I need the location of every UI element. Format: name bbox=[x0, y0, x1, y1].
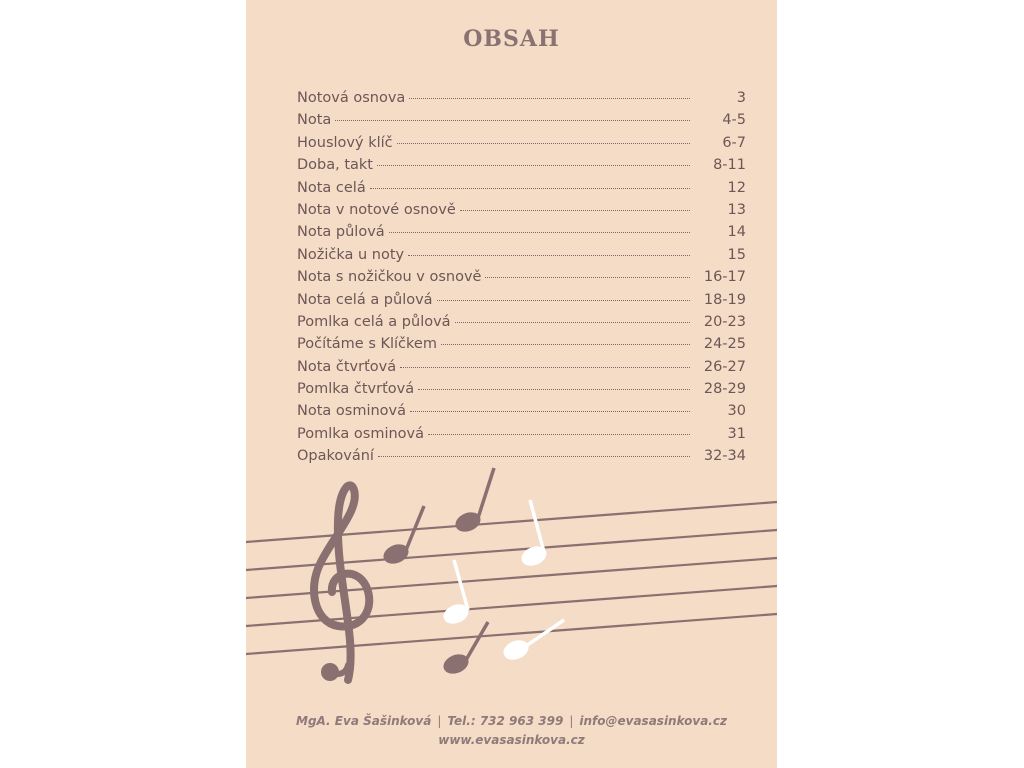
page-title: OBSAH bbox=[463, 26, 560, 52]
toc-dot-leader bbox=[485, 277, 690, 278]
toc-entry bbox=[297, 247, 746, 269]
toc-dot-leader bbox=[400, 367, 690, 368]
toc-entry-label: Pomlka čtvrťová bbox=[297, 381, 415, 398]
toc-entry-page: 32-34 bbox=[703, 448, 746, 465]
toc-entry bbox=[297, 314, 746, 336]
toc-entry-label: Doba, takt bbox=[297, 157, 373, 174]
toc-entry-page: 12 bbox=[727, 179, 746, 196]
note-dark-2 bbox=[453, 468, 494, 535]
toc-entry-page: 4-5 bbox=[722, 112, 746, 129]
toc-entry bbox=[297, 180, 746, 202]
toc-entry bbox=[297, 359, 746, 381]
toc-dot-leader bbox=[410, 411, 690, 412]
toc-entry bbox=[297, 135, 746, 157]
toc-dot-leader bbox=[397, 143, 690, 144]
note-dark-3 bbox=[441, 622, 488, 677]
toc-entry bbox=[297, 381, 746, 403]
footer-author: MgA. Eva Šašinková bbox=[296, 714, 432, 728]
toc-dot-leader bbox=[437, 300, 690, 301]
music-staff-illustration bbox=[246, 460, 777, 700]
toc-entry-page: 3 bbox=[736, 90, 746, 106]
toc-entry-label: Nota půlová bbox=[297, 224, 385, 241]
footer-phone: Tel.: 732 963 399 bbox=[447, 714, 564, 728]
toc-entry-page: 26-27 bbox=[703, 358, 746, 375]
toc-dot-leader bbox=[389, 232, 690, 233]
toc-entry bbox=[297, 202, 746, 224]
toc-entry-label: Notová osnova bbox=[297, 90, 406, 106]
toc-entry-page: 15 bbox=[727, 246, 746, 263]
staff-lines bbox=[246, 502, 777, 654]
toc-entry bbox=[297, 157, 746, 179]
toc-entry bbox=[297, 403, 746, 425]
toc-entry-label: Houslový klíč bbox=[297, 134, 393, 151]
toc-dot-leader bbox=[409, 98, 690, 99]
toc-entry-label: Nota čtvrťová bbox=[297, 358, 397, 375]
toc-dot-leader bbox=[378, 456, 690, 457]
footer-email[interactable]: info@evasasinkova.cz bbox=[579, 714, 727, 728]
footer-separator: | bbox=[437, 714, 442, 728]
toc-entry-page: 13 bbox=[727, 201, 746, 218]
toc-entry-label: Nota bbox=[297, 112, 332, 129]
toc-entry-label: Počítáme s Klíčkem bbox=[297, 336, 437, 353]
footer-website[interactable]: www.evasasinkova.cz bbox=[438, 733, 585, 747]
toc-entry-page: 18-19 bbox=[703, 291, 746, 308]
toc-entry-page: 30 bbox=[727, 403, 746, 420]
toc-entry-page: 14 bbox=[727, 224, 746, 241]
toc-entry-label: Nota celá bbox=[297, 179, 366, 196]
toc-dot-leader bbox=[377, 165, 690, 166]
toc-entry-page: 8-11 bbox=[713, 157, 746, 174]
toc-entry-label: Pomlka celá a půlová bbox=[297, 313, 451, 330]
toc-entry-label: Nota osminová bbox=[297, 403, 407, 420]
table-of-contents bbox=[297, 90, 746, 471]
toc-entry-page: 31 bbox=[727, 425, 746, 442]
note-white-2 bbox=[441, 560, 472, 627]
toc-entry bbox=[297, 269, 746, 291]
toc-entry-page: 16-17 bbox=[703, 269, 746, 286]
toc-entry bbox=[297, 224, 746, 246]
toc-dot-leader bbox=[370, 188, 690, 189]
toc-entry bbox=[297, 336, 746, 358]
toc-entry-label: Nota celá a půlová bbox=[297, 291, 433, 308]
toc-entry-page: 28-29 bbox=[703, 381, 746, 398]
footer bbox=[246, 712, 777, 750]
toc-dot-leader bbox=[428, 434, 690, 435]
toc-dot-leader bbox=[408, 255, 690, 256]
toc-dot-leader bbox=[418, 389, 690, 390]
toc-entry-label: Nota v notové osnově bbox=[297, 201, 456, 218]
toc-entry-label: Opakování bbox=[297, 448, 374, 465]
toc-entry-page: 20-23 bbox=[703, 313, 746, 330]
toc-entry-label: Pomlka osminová bbox=[297, 425, 424, 442]
treble-clef-icon bbox=[314, 485, 369, 681]
toc-entry bbox=[297, 426, 746, 448]
toc-dot-leader bbox=[335, 120, 690, 121]
toc-entry-label: Nota s nožičkou v osnově bbox=[297, 269, 482, 286]
toc-entry bbox=[297, 90, 746, 112]
toc-entry-label: Nožička u noty bbox=[297, 246, 405, 263]
footer-separator: | bbox=[569, 714, 574, 728]
toc-dot-leader bbox=[455, 322, 690, 323]
toc-entry-page: 24-25 bbox=[703, 336, 746, 353]
note-white-1 bbox=[519, 500, 550, 569]
toc-entry-page: 6-7 bbox=[722, 134, 746, 151]
document-page bbox=[246, 0, 777, 768]
toc-entry bbox=[297, 292, 746, 314]
toc-entry bbox=[297, 112, 746, 134]
toc-dot-leader bbox=[460, 210, 690, 211]
toc-dot-leader bbox=[441, 344, 690, 345]
footer-contact-line bbox=[246, 712, 777, 731]
note-white-3 bbox=[501, 620, 564, 663]
